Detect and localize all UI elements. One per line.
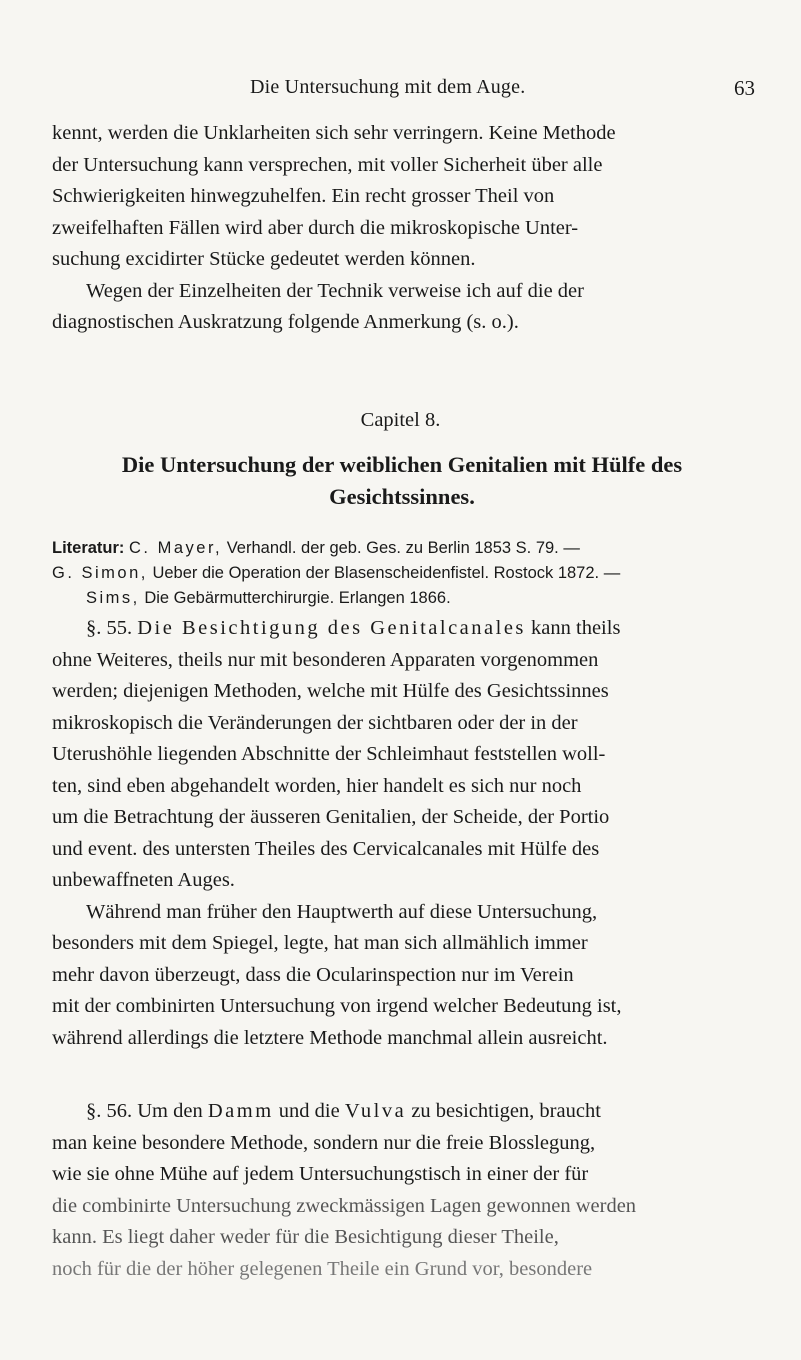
literature-block [52, 536, 752, 611]
text-line: werden; diejenigen Methoden, welche mit Hülfe des Gesichtssinnes [52, 680, 609, 702]
text-line: Während man früher den Hauptwerth auf diese Untersuchung, [86, 900, 598, 923]
text-line: zweifelhaften Fällen wird aber durch die mikroskopische Unter- [52, 216, 579, 239]
text-line: ohne Weiteres, theils nur mit besonderen Apparaten vorgenommen [52, 648, 599, 671]
text-line: suchung excidirter Stücke gedeutet werden können. [52, 248, 476, 270]
text-line: der Untersuchung kann versprechen, mit voller Sicherheit über alle [52, 153, 603, 176]
text-line: und event. des untersten Theiles des Cervicalcanales mit Hülfe des [52, 837, 600, 860]
text-line: man keine besondere Methode, sondern nur die freie Blosslegung, [52, 1131, 596, 1154]
text-line: kann. Es liegt daher weder für die Besichtigung dieser Theile, [52, 1226, 559, 1248]
text-fragment: und die [273, 1100, 345, 1122]
page-number: 63 [734, 76, 755, 100]
intro-paragraph [52, 118, 752, 339]
text-line: Schwierigkeiten hinwegzuhelfen. Ein recht grosser Theil von [52, 185, 555, 207]
text-line: Wegen der Einzelheiten der Technik verweise ich auf die der [86, 279, 584, 302]
reference-text: Die Gebärmutterchirurgie. Erlangen 1866. [139, 589, 451, 607]
text-line: um die Betrachtung der äusseren Genitalien, der Scheide, der Portio [52, 806, 610, 828]
text-line: während allerdings die letztere Methode manchmal allein ausreicht. [52, 1026, 608, 1049]
heading-line: Gesichtssinnes. [329, 484, 475, 509]
reference-text: Verhandl. der geb. Ges. zu Berlin 1853 S. 79. — [222, 539, 580, 557]
section-56 [52, 1096, 752, 1285]
text-line: die combinirte Untersuchung zweckmässigen Lagen gewonnen werden [52, 1194, 637, 1217]
chapter-label: Capitel 8. [360, 409, 441, 431]
running-title: Die Untersuchung mit dem Auge. [250, 76, 526, 98]
text-fragment: zu besichtigen, braucht [406, 1100, 601, 1122]
spaced-term: Vulva [344, 1100, 407, 1122]
author-name: Sims, [86, 589, 140, 607]
text-line: mikroskopisch die Veränderungen der sichtbaren oder der in der [52, 711, 578, 734]
text-line [52, 613, 752, 645]
text-line: ten, sind eben abgehandelt worden, hier handelt es sich nur noch [52, 774, 582, 797]
text-line: unbewaffneten Auges. [52, 869, 235, 891]
text-line: wie sie ohne Mühe auf jedem Untersuchungstisch in einer der für [52, 1163, 589, 1185]
literature-line [52, 586, 752, 611]
heading-line: Die Untersuchung der weiblichen Genitalien mit Hülfe des [121, 452, 683, 477]
reference-text: Ueber die Operation der Blasenscheidenfistel. Rostock 1872. — [147, 564, 621, 582]
text-line [52, 1096, 752, 1128]
section-number: §. 55. [86, 617, 133, 639]
text-line: besonders mit dem Spiegel, legte, hat man sich allmählich immer [52, 932, 588, 954]
text-line: Uterushöhle liegenden Abschnitte der Schleimhaut feststellen woll- [52, 743, 606, 765]
text-fragment: kann theils [525, 617, 621, 639]
spaced-term: Die Besichtigung des Genitalcanales [137, 617, 526, 639]
text-line: noch für die der höher gelegenen Theile ein Grund vor, besondere [52, 1257, 593, 1280]
text-line: diagnostischen Auskratzung folgende Anmerkung (s. o.). [52, 311, 519, 333]
text-line: mehr davon überzeugt, dass die Ocularinspection nur im Verein [52, 963, 574, 986]
section-55 [52, 613, 752, 1054]
text-fragment: Um den [132, 1100, 208, 1122]
author-name: G. Simon, [52, 564, 148, 582]
literature-label: Literatur: [52, 539, 125, 557]
chapter-heading [52, 449, 752, 513]
text-line: mit der combinirten Untersuchung von irgend welcher Bedeutung ist, [52, 995, 622, 1017]
section-number: §. 56. [86, 1100, 133, 1122]
text-line: kennt, werden die Unklarheiten sich sehr verringern. Keine Methode [52, 122, 616, 144]
literature-line [52, 536, 752, 561]
author-name: C. Mayer, [129, 539, 223, 557]
spaced-term: Damm [207, 1100, 274, 1122]
literature-line [52, 561, 752, 586]
